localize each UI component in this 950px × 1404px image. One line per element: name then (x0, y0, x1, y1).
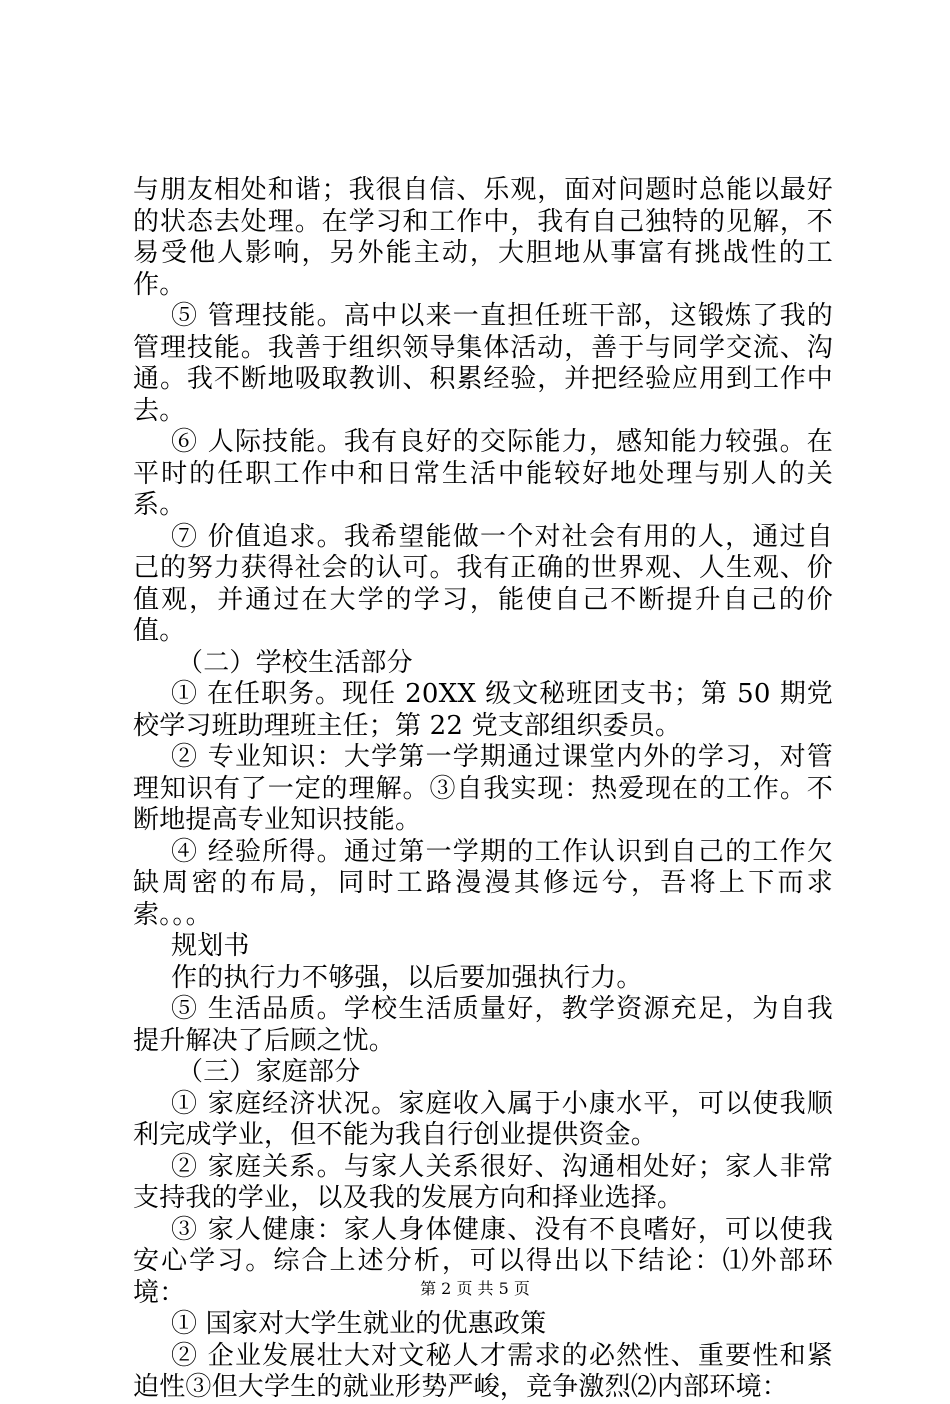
paragraph-family-health: ③ 家人健康：家人身体健康、没有不良嗜好，可以使我安心学习。综合上述分析，可以得出以下结论：⑴外部环境： (133, 1214, 833, 1308)
paragraph-planning-book: 规划书 (171, 931, 250, 961)
paragraph-experience: ④ 经验所得。通过第一学期的工作认识到自己的工作欠缺周密的布局，同时工路漫漫其修远兮，吾将上下而求索。。。 (133, 836, 833, 930)
paragraph-interpersonal-skills: ⑥ 人际技能。我有良好的交际能力，感知能力较强。在平时的任职工作中和日常生活中能较好地处理与别人的关系。 (133, 427, 833, 520)
section-heading-school-life: （二）学校生活部分 (177, 647, 413, 678)
paragraph-value-pursuit: ⑦ 价值追求。我希望能做一个对社会有用的人，通过自己的努力获得社会的认可。我有正确的世界观、人生观、价值观，并通过在大学的学习，能使自己不断提升自己的价值。 (133, 521, 833, 646)
paragraph-current-positions: ① 在任职务。现任 20XX 级文秘班团支书；第 50 期党校学习班助理班主任；第 22 党支部组织委员。 (133, 679, 833, 741)
paragraph-policy: ① 国家对大学生就业的优惠政策 (171, 1309, 547, 1339)
paragraph-execution: 作的执行力不够强，以后要加强执行力。 (171, 962, 643, 993)
paragraph-professional-knowledge: ② 专业知识：大学第一学期通过课堂内外的学习，对管理知识有了一定的理解。③自我实现：热爱现在的工作。不断地提高专业知识技能。 (133, 742, 833, 835)
page-footer: 第 2 页 共 5 页 (420, 1279, 530, 1298)
section-heading-family: （三）家庭部分 (177, 1057, 361, 1087)
paragraph-management-skills: ⑤ 管理技能。高中以来一直担任班干部，这锻炼了我的管理技能。我善于组织领导集体活动，善于与同学交流、沟通。我不断地吸取教训、积累经验，并把经验应用到工作中去。 (133, 301, 833, 426)
paragraph-1: 与朋友相处和谐；我很自信、乐观，面对问题时总能以最好的状态去处理。在学习和工作中，我有自己独特的见解，不易受他人影响，另外能主动，大胆地从事富有挑战性的工作。 (133, 175, 833, 300)
paragraph-life-quality: ⑤ 生活品质。学校生活质量好，教学资源充足，为自我提升解决了后顾之忧。 (133, 994, 833, 1056)
paragraph-family-economy: ① 家庭经济状况。家庭收入属于小康水平，可以使我顺利完成学业，但不能为我自行创业提供资金。 (133, 1088, 833, 1150)
paragraph-enterprise-demand: ② 企业发展壮大对文秘人才需求的必然性、重要性和紧迫性③但大学生的就业形势严峻，竞争激烈⑵内部环境： (133, 1340, 833, 1402)
paragraph-family-relations: ② 家庭关系。与家人关系很好、沟通相处好；家人非常支持我的学业，以及我的发展方向和择业选择。 (133, 1151, 833, 1213)
document-body (133, 175, 833, 1404)
